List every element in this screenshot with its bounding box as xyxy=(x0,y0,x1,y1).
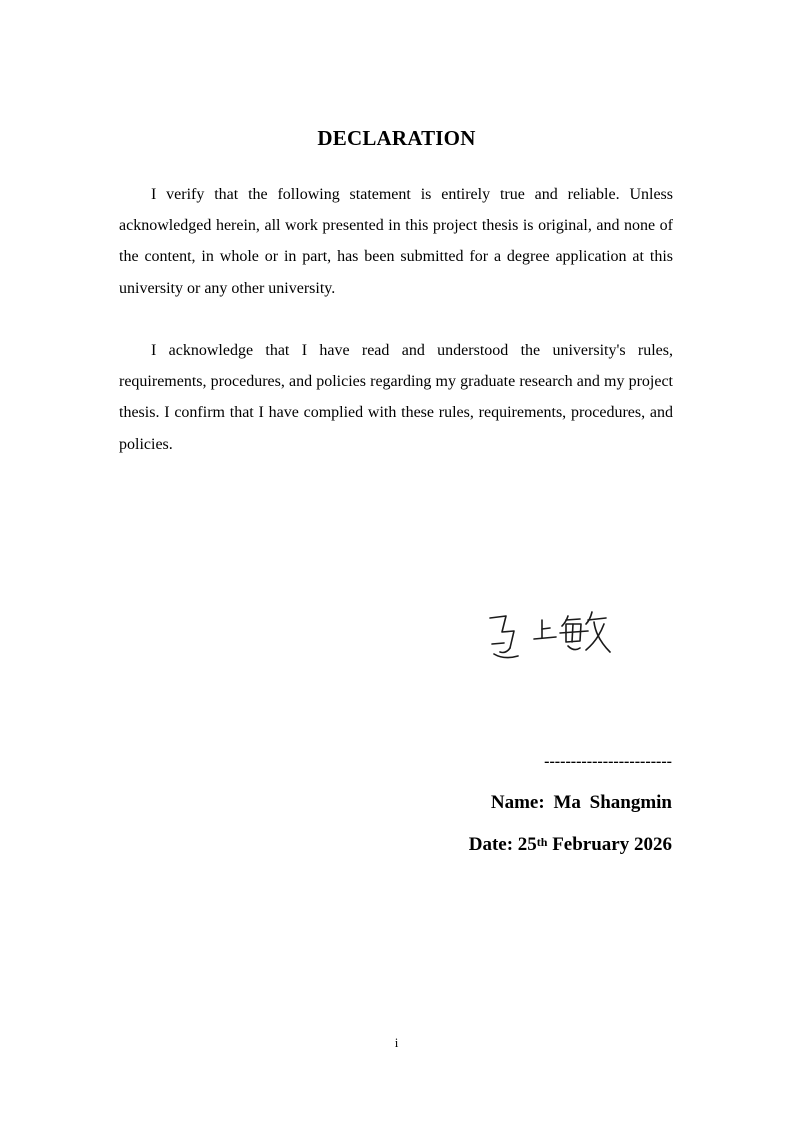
page-title: DECLARATION xyxy=(317,126,476,150)
page-number: i xyxy=(394,1035,399,1050)
declaration-paragraph-1: I verify that the following statement is entirely true and reliable. Unless acknowledged herein, all work presented in this project thesis is original, and none of the content, in whole or in part, has been submitted for a degree application at this university or any other university. xyxy=(119,186,673,297)
signatory-name xyxy=(491,791,672,815)
signing-date xyxy=(469,832,672,858)
signature-line: ------------------------ xyxy=(544,753,672,770)
name-value: Ma Shangmin xyxy=(553,792,672,813)
date-suffix: th xyxy=(536,835,548,849)
date-label: Date: xyxy=(468,834,514,855)
declaration-paragraph-2: I acknowledge that I have read and understood the university's rules, requirements, procedures, and policies regarding my graduate research and my project thesis. I confirm that I have complied with these rules, requirements, procedures, and policies. xyxy=(119,342,673,453)
name-label: Name: xyxy=(490,792,545,813)
date-day: 25 xyxy=(517,834,537,855)
handwritten-signature xyxy=(484,608,619,668)
date-rest: February 2026 xyxy=(552,834,672,855)
